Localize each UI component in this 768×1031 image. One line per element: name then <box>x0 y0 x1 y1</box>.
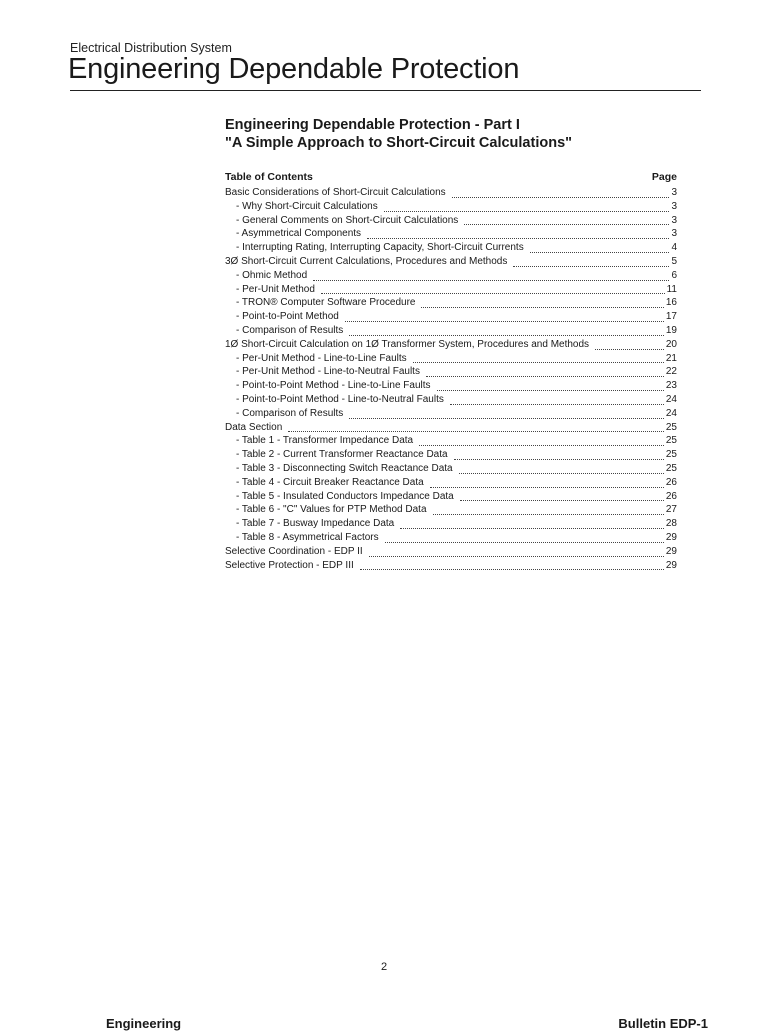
toc-entry-label: - Point-to-Point Method - Line-to-Neutral Faults <box>236 393 444 405</box>
toc-leader-dots <box>288 422 664 432</box>
toc-entry[interactable] <box>225 490 677 504</box>
toc-leader-dots <box>400 519 664 529</box>
toc-leader-dots <box>452 188 670 198</box>
toc-entry-label: Basic Considerations of Short-Circuit Calculations <box>225 187 446 198</box>
toc-leader-dots <box>313 271 669 281</box>
toc-entry-label: - Point-to-Point Method - Line-to-Line Faults <box>236 380 431 392</box>
toc-title: Table of Contents <box>225 171 313 183</box>
toc-entry-page: 22 <box>665 366 677 378</box>
toc-entry[interactable] <box>225 365 677 379</box>
toc-leader-dots <box>421 298 663 308</box>
toc-entry[interactable] <box>225 324 677 338</box>
toc-entry-label: - Table 2 - Current Transformer Reactance Data <box>236 449 448 461</box>
toc-header <box>225 171 677 183</box>
toc-entry[interactable] <box>225 517 677 531</box>
document-heading <box>225 116 685 152</box>
toc-entry-page: 3 <box>671 187 677 198</box>
toc-leader-dots <box>426 367 664 377</box>
toc-entry-label: - Per-Unit Method <box>236 283 315 295</box>
toc-entry-page: 25 <box>665 449 677 461</box>
toc-entry[interactable] <box>225 434 677 448</box>
toc-entry[interactable] <box>225 241 677 255</box>
footer-right-text: Bulletin EDP-1 <box>618 1016 708 1031</box>
toc-entry-page: 3 <box>671 228 677 240</box>
toc-leader-dots <box>385 533 664 543</box>
toc-leader-dots <box>430 478 664 488</box>
toc-entry-label: - Table 3 - Disconnecting Switch Reactance Data <box>236 462 453 474</box>
toc-entry-page: 24 <box>665 407 677 419</box>
toc-entry[interactable] <box>225 476 677 490</box>
toc-entry[interactable] <box>225 421 677 435</box>
toc-entry-label: - Table 1 - Transformer Impedance Data <box>236 435 414 447</box>
toc-entry-page: 6 <box>671 269 677 281</box>
table-of-contents <box>225 186 677 572</box>
toc-leader-dots <box>513 257 669 267</box>
toc-entry-page: 4 <box>671 242 677 254</box>
toc-entry[interactable] <box>225 255 677 269</box>
toc-entry-label: - Why Short-Circuit Calculations <box>236 200 378 212</box>
toc-leader-dots <box>433 505 664 515</box>
toc-entry-page: 26 <box>665 490 677 502</box>
toc-entry-label: 3Ø Short-Circuit Current Calculations, Procedures and Methods <box>225 255 508 267</box>
toc-leader-dots <box>450 395 664 405</box>
toc-entry-page: 20 <box>665 338 677 350</box>
toc-entry-page: 29 <box>665 545 677 557</box>
toc-leader-dots <box>360 560 664 570</box>
toc-entry[interactable] <box>225 393 677 407</box>
toc-entry-label: - TRON® Computer Software Procedure <box>236 297 416 309</box>
toc-entry-page: 25 <box>665 462 677 474</box>
toc-entry[interactable] <box>225 283 677 297</box>
toc-entry-page: 11 <box>666 283 677 295</box>
toc-entry[interactable] <box>225 200 677 214</box>
toc-entry-page: 3 <box>671 214 677 226</box>
toc-entry-label: - Asymmetrical Components <box>236 228 362 240</box>
toc-leader-dots <box>349 326 664 336</box>
toc-entry[interactable] <box>225 186 677 200</box>
toc-entry[interactable] <box>225 559 677 573</box>
toc-entry-label: Selective Protection - EDP III <box>225 559 354 571</box>
toc-leader-dots <box>460 491 664 501</box>
toc-leader-dots <box>384 202 670 212</box>
toc-entry[interactable] <box>225 310 677 324</box>
toc-entry-label: - Per-Unit Method - Line-to-Line Faults <box>236 352 407 364</box>
toc-entry-page: 26 <box>665 476 677 488</box>
toc-entry[interactable] <box>225 462 677 476</box>
toc-entry-label: - Ohmic Method <box>236 269 308 281</box>
supertitle: Electrical Distribution System <box>70 41 232 55</box>
toc-entry-label: Selective Coordination - EDP II <box>225 545 363 557</box>
toc-leader-dots <box>367 229 669 239</box>
toc-entry-page: 23 <box>665 380 677 392</box>
toc-entry-page: 29 <box>665 559 677 571</box>
toc-leader-dots <box>464 215 669 225</box>
toc-entry-label: - Table 7 - Busway Impedance Data <box>236 518 395 530</box>
toc-leader-dots <box>454 450 664 460</box>
header-rule <box>70 90 701 91</box>
footer-left-text: Engineering <box>106 1016 182 1031</box>
toc-entry-page: 28 <box>665 518 677 530</box>
toc-entry[interactable] <box>225 503 677 517</box>
page-title: Engineering Dependable Protection <box>68 53 520 85</box>
toc-entry-page: 5 <box>671 255 677 267</box>
toc-leader-dots <box>413 353 664 363</box>
toc-entry[interactable] <box>225 214 677 228</box>
toc-entry-label: - Point-to-Point Method <box>236 311 339 323</box>
toc-entry-label: - Comparison of Results <box>236 324 344 336</box>
toc-entry-label: 1Ø Short-Circuit Calculation on 1Ø Transformer System, Procedures and Methods <box>225 338 590 350</box>
toc-entry-label: - Interrupting Rating, Interrupting Capacity, Short-Circuit Currents <box>236 242 524 254</box>
toc-entry-label: - Comparison of Results <box>236 407 344 419</box>
toc-entry[interactable] <box>225 338 677 352</box>
toc-leader-dots <box>321 284 665 294</box>
toc-entry-label: - Table 6 - "C" Values for PTP Method Data <box>236 504 427 516</box>
toc-entry-page: 16 <box>665 297 677 309</box>
toc-leader-dots <box>349 409 664 419</box>
toc-entry-page: 24 <box>665 393 677 405</box>
toc-leader-dots <box>369 547 664 557</box>
toc-entry[interactable] <box>225 545 677 559</box>
toc-entry-page: 27 <box>665 504 677 516</box>
document-heading-line-2: "A Simple Approach to Short-Circuit Calculations" <box>225 135 573 151</box>
page-number: 2 <box>380 961 388 973</box>
toc-entry[interactable] <box>225 227 677 241</box>
toc-entry-page: 29 <box>665 531 677 543</box>
toc-entry[interactable] <box>225 379 677 393</box>
toc-entry-page: 3 <box>671 200 677 212</box>
toc-entry[interactable] <box>225 531 677 545</box>
toc-entry-page: 21 <box>665 352 677 364</box>
toc-entry[interactable] <box>225 269 677 283</box>
toc-leader-dots <box>459 464 664 474</box>
toc-entry-page: 25 <box>665 435 677 447</box>
toc-entry-label: - General Comments on Short-Circuit Calculations <box>236 214 459 226</box>
toc-entry-label: - Table 4 - Circuit Breaker Reactance Data <box>236 476 424 488</box>
toc-entry[interactable] <box>225 407 677 421</box>
toc-leader-dots <box>530 243 670 253</box>
toc-entry-label: - Per-Unit Method - Line-to-Neutral Faults <box>236 366 420 378</box>
toc-leader-dots <box>437 381 664 391</box>
document-heading-line-1: Engineering Dependable Protection - Part I <box>225 117 520 133</box>
toc-entry[interactable] <box>225 352 677 366</box>
toc-entry[interactable] <box>225 296 677 310</box>
toc-leader-dots <box>345 312 664 322</box>
toc-entry-label: - Table 5 - Insulated Conductors Impedance Data <box>236 490 454 502</box>
toc-entry-page: 25 <box>665 421 677 433</box>
toc-entry-page: 17 <box>665 311 677 323</box>
toc-entry[interactable] <box>225 448 677 462</box>
toc-entry-label: - Table 8 - Asymmetrical Factors <box>236 531 379 543</box>
toc-page-header: Page <box>651 171 677 183</box>
toc-leader-dots <box>419 436 664 446</box>
toc-entry-page: 19 <box>665 324 677 336</box>
toc-leader-dots <box>595 340 664 350</box>
toc-entry-label: Data Section <box>225 421 283 433</box>
